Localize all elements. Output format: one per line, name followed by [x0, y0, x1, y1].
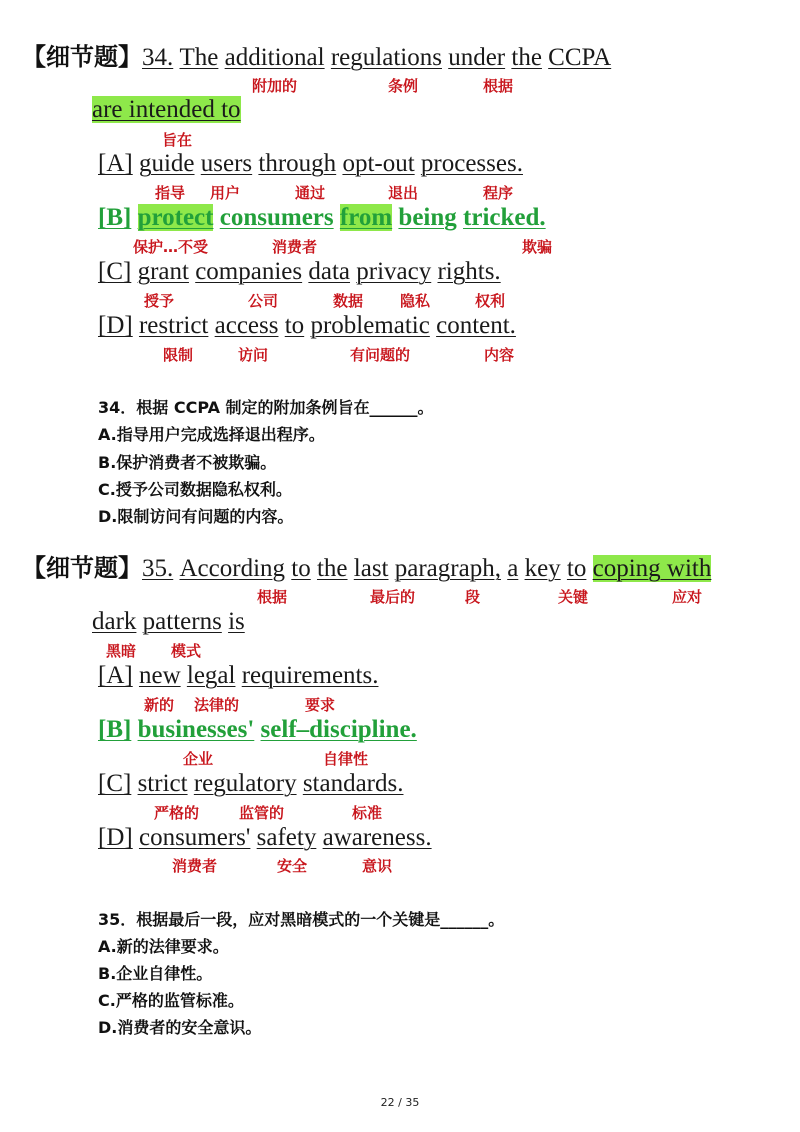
gloss: 消费者 [172, 857, 218, 875]
option-word: guide [138, 150, 195, 177]
option-word: new [138, 662, 181, 689]
stem-word: last [353, 555, 389, 582]
stem-word: is [228, 608, 245, 635]
option-word: tricked. [463, 204, 546, 231]
q35-translation-line: B.企业自律性。 [98, 964, 213, 983]
option-word: regulatory [193, 770, 297, 797]
gloss: 自律性 [323, 750, 369, 768]
stem-word: dark [92, 608, 137, 635]
gloss: 根据 [483, 77, 514, 95]
gloss: 最后的 [370, 588, 416, 606]
stem-word: to [291, 555, 311, 582]
q35-tag: 【细节题】 [22, 554, 142, 582]
stem-word: patterns [142, 608, 222, 635]
gloss: 黑暗 [106, 642, 137, 660]
gloss: 限制 [163, 346, 194, 364]
gloss: 访问 [238, 346, 269, 364]
gloss: 法律的 [194, 696, 240, 714]
gloss: 用户 [210, 184, 241, 202]
page-number: 22 / 35 [380, 1096, 420, 1109]
highlighted-phrase: are intended to [92, 96, 241, 123]
gloss: 欺骗 [522, 238, 553, 256]
q35-option-b-correct [98, 715, 417, 745]
option-word: being [398, 204, 457, 231]
option-word: through [258, 150, 337, 177]
option-label: [D] [98, 824, 133, 851]
gloss: 指导 [155, 184, 186, 202]
stem-word: the [316, 555, 348, 582]
option-word: to [284, 312, 305, 339]
gloss: 旨在 [162, 131, 193, 149]
gloss: 安全 [277, 857, 308, 875]
stem-word: regulations [330, 44, 442, 71]
q35-option-c [98, 769, 403, 799]
gloss: 应对 [672, 588, 703, 606]
q35-translation-line: D.消费者的安全意识。 [98, 1018, 262, 1037]
option-word: grant [137, 258, 189, 285]
option-word: companies [195, 258, 303, 285]
gloss: 通过 [295, 184, 326, 202]
gloss: 根据 [257, 588, 288, 606]
option-label: [D] [98, 312, 133, 339]
gloss: 程序 [483, 184, 514, 202]
option-word: consumers [219, 204, 334, 231]
gloss: 模式 [171, 642, 202, 660]
stem-word: paragraph, [394, 555, 501, 582]
highlighted-word: protect [137, 204, 214, 231]
option-word: privacy [356, 258, 432, 285]
gloss: 数据 [333, 292, 364, 310]
q34-option-c [98, 257, 501, 287]
stem-word: the [511, 44, 542, 71]
q34-stem-line1 [22, 42, 611, 73]
option-word: consumers' [138, 824, 251, 851]
gloss: 标准 [352, 804, 383, 822]
stem-word: additional [224, 44, 325, 71]
q34-stem-line2 [92, 95, 241, 125]
option-label: [A] [98, 662, 133, 689]
q35-translation-line: A.新的法律要求。 [98, 937, 229, 956]
gloss: 段 [465, 588, 481, 606]
gloss: 内容 [484, 346, 515, 364]
q34-translation-line: B.保护消费者不被欺骗。 [98, 453, 277, 472]
gloss: 退出 [388, 184, 419, 202]
gloss: 监管的 [239, 804, 285, 822]
gloss: 关键 [558, 588, 589, 606]
q35-stem-line1 [22, 553, 711, 584]
q35-stem-line2 [92, 607, 245, 637]
gloss: 条例 [388, 77, 419, 95]
q35-translation-line: C.严格的监管标准。 [98, 991, 244, 1010]
gloss: 公司 [248, 292, 279, 310]
option-word: rights. [437, 258, 501, 285]
stem-word: CCPA [548, 44, 612, 71]
gloss: 保护…不受 [133, 238, 209, 256]
q34-number: 34. [142, 44, 174, 71]
q35-option-d [98, 823, 432, 853]
q34-option-d [98, 311, 516, 341]
stem-word: The [179, 44, 219, 71]
option-label: [C] [98, 258, 132, 285]
option-word: data [308, 258, 351, 285]
stem-word: key [524, 555, 561, 582]
option-word: strict [137, 770, 188, 797]
stem-word: to [566, 555, 587, 582]
option-label: [C] [98, 770, 132, 797]
option-word: content. [436, 312, 516, 339]
q34-tag: 【细节题】 [22, 43, 142, 71]
gloss: 权利 [475, 292, 506, 310]
gloss: 隐私 [400, 292, 431, 310]
highlighted-phrase: coping with [592, 555, 712, 582]
gloss: 企业 [183, 750, 214, 768]
option-word: legal [186, 662, 236, 689]
option-word: requirements. [241, 662, 379, 689]
gloss: 消费者 [272, 238, 318, 256]
option-label: [B] [98, 716, 132, 743]
stem-word: a [507, 555, 519, 582]
q34-translation-line: A.指导用户完成选择退出程序。 [98, 425, 325, 444]
option-word: users [200, 150, 253, 177]
option-word: opt-out [342, 150, 415, 177]
option-word: businesses' [137, 716, 255, 743]
gloss: 授予 [144, 292, 175, 310]
option-word: safety [256, 824, 317, 851]
q34-option-a [98, 149, 523, 179]
option-word: problematic [310, 312, 430, 339]
gloss: 新的 [144, 696, 175, 714]
q34-option-b-correct [98, 203, 546, 233]
stem-word: According [179, 555, 286, 582]
option-label: [B] [98, 204, 132, 231]
q35-option-a [98, 661, 378, 691]
q34-translation-title: 34．根据 CCPA 制定的附加条例旨在______。 [98, 398, 434, 417]
option-word: processes. [420, 150, 523, 177]
option-word: restrict [138, 312, 209, 339]
gloss: 附加的 [252, 77, 298, 95]
option-word: access [214, 312, 279, 339]
q34-translation-line: D.限制访问有问题的内容。 [98, 507, 294, 526]
option-word: standards. [302, 770, 404, 797]
option-word: self–discipline. [260, 716, 417, 743]
highlighted-word: from [339, 204, 393, 231]
gloss: 意识 [362, 857, 393, 875]
option-word: awareness. [322, 824, 432, 851]
option-label: [A] [98, 150, 133, 177]
q35-translation-title: 35．根据最后一段，应对黑暗模式的一个关键是______。 [98, 910, 505, 929]
q34-translation-line: C.授予公司数据隐私权利。 [98, 480, 292, 499]
q35-number: 35. [142, 555, 174, 582]
stem-word: under [448, 44, 506, 71]
gloss: 要求 [305, 696, 336, 714]
gloss: 有问题的 [350, 346, 411, 364]
gloss: 严格的 [154, 804, 200, 822]
